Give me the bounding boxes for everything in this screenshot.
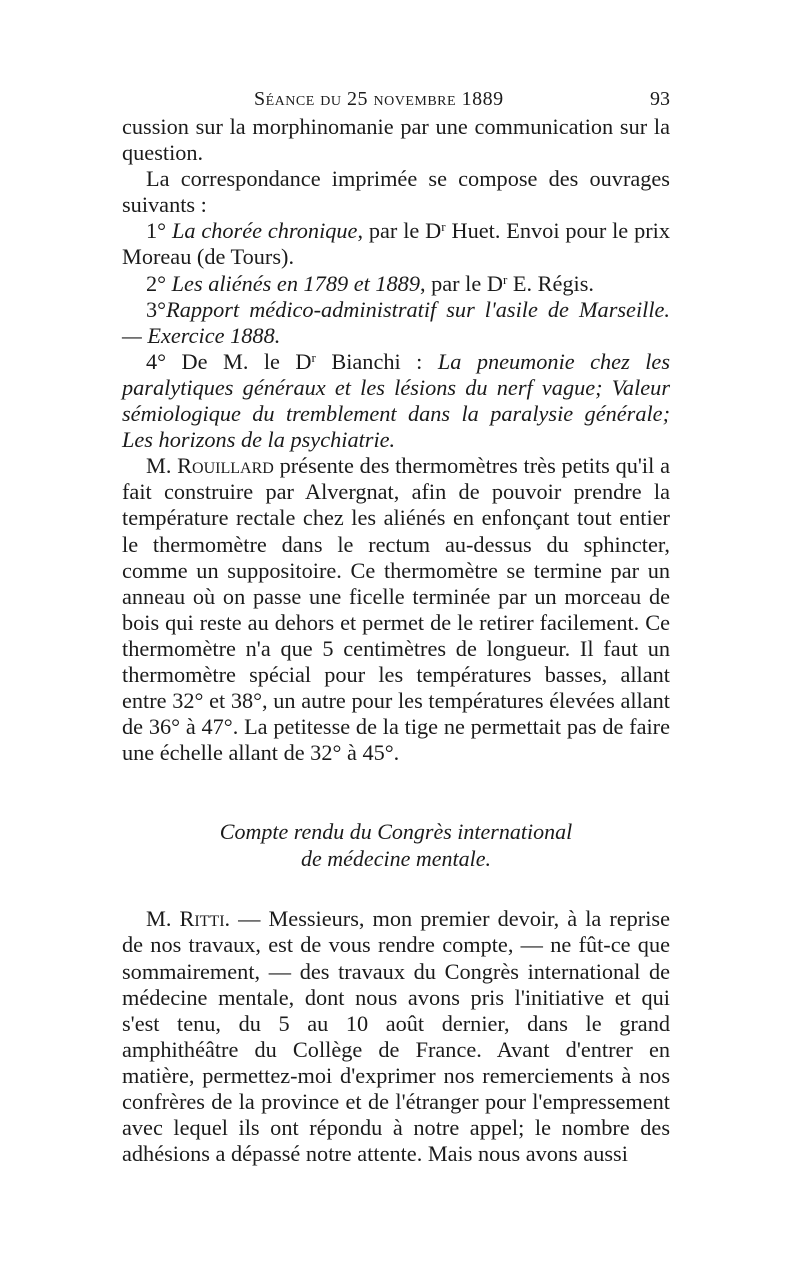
superscript: r [502,271,508,287]
list-item-1 [122,218,670,270]
item-number: 1° [146,218,172,244]
item-title: Rapport médico-administratif sur l'asile de Marseille. — Exercice 1888. [122,296,670,348]
item-text: , par le D [419,270,503,296]
paragraph-rouillard [122,453,670,766]
running-title: Séance du 25 novembre 1889 [254,88,504,110]
running-head [122,84,670,114]
list-item-3 [122,297,670,349]
speaker-name: M. Rouillard [146,453,274,479]
item-number: 4° De M. le D [146,348,312,374]
paragraph-text: présente des thermomètres très petits qu'il a fait construire par Alvergnat, afin de pouvoir prendre la température rectale chez les aliénés en enfonçant tout entier le thermomètre dans le rectum au-dessus du sphincter, comme un suppositoire. Ce thermomètre se termine par un anneau où on passe une ficelle terminée par un morceau de bois qui reste au dehors et permet de le retirer facilement. Ce thermomètre n'a que 5 centimètres de longueur. Il faut un thermomètre spécial pour les températures basses, allant entre 32° et 38°, un autre pour les températures élevées allant de 36° à 47°. La petitesse de la tige ne permettait pas de faire une échelle allant de 32° à 45°. [122,453,670,766]
paragraph-ritti [122,906,670,1167]
item-text: Huet. Envoi pour le prix Moreau (de Tours). [122,218,670,270]
item-title: Les aliénés en 1789 et 1889 [171,270,420,296]
section-title-line-2: de médecine mentale. [301,846,491,872]
spacer [122,766,670,818]
item-text: Bianchi : [315,348,438,374]
spacer [122,872,670,906]
speaker-name: M. Ritti [146,906,225,932]
list-item-4 [122,349,670,453]
superscript: r [311,349,316,365]
page-number: 93 [650,88,670,110]
book-page [122,84,670,1167]
item-number: 3° [146,296,167,322]
paragraph-continuation: cussion sur la morphinomanie par une communication sur la question. [122,114,670,166]
item-title: La chorée chronique [171,218,358,244]
item-title: La pneumonie chez les paralytiques généraux et les lésions du nerf vague; Valeur sémiologique du tremblement dans la paralysie générale; Les horizons de la psychiatrie. [122,348,670,453]
item-number: 2° [146,270,172,296]
paragraph-correspondence: La correspondance imprimée se compose des ouvrages suivants : [122,166,670,218]
paragraph-text: . — Messieurs, mon premier devoir, à la reprise de nos travaux, est de vous rendre compte, — ne fût-ce que sommairement, — des travaux du Congrès international de médecine mentale, dont nous avons pris l'initiative et qui s'est tenu, du 5 au 10 août dernier, dans le grand amphithéâtre du Collège de France. Avant d'entrer en matière, permettez-moi d'exprimer nos remerciements à nos confrères de la province et de l'étranger pour l'empressement avec lequel ils ont répondu à notre appel; le nombre des adhésions a dépassé notre attente. Mais nous avons aussi [122,906,670,1167]
item-text: , par le D [357,218,442,244]
list-item-2 [122,271,670,297]
section-title-line-1: Compte rendu du Congrès international [219,819,573,845]
item-text: E. Régis. [507,270,594,296]
superscript: r [441,219,446,235]
